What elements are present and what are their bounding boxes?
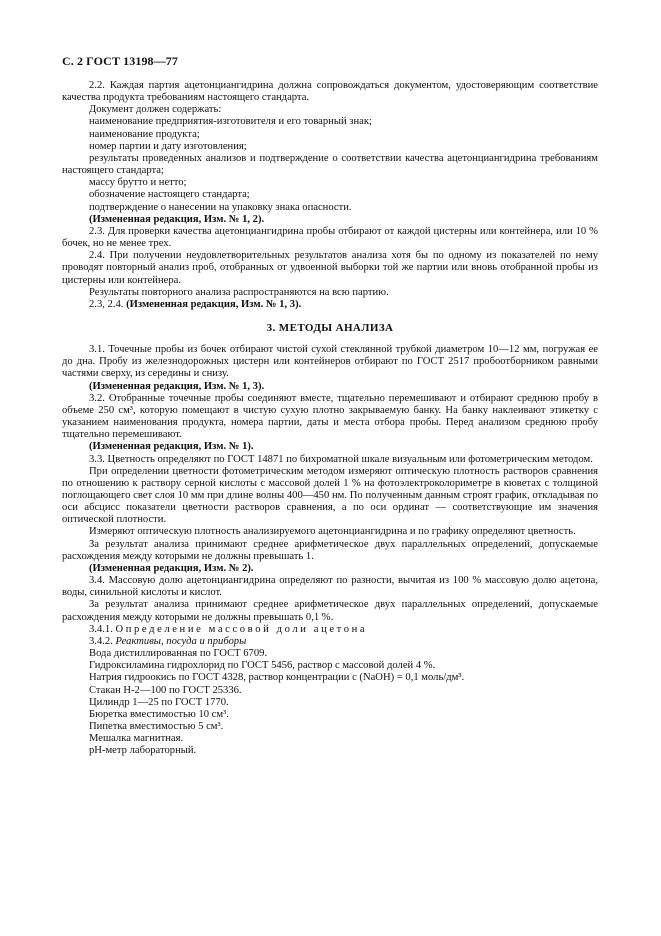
list-item: номер партии и дату изготовления; — [89, 140, 247, 152]
reagent-item: Вода дистиллированная по ГОСТ 6709. — [89, 648, 268, 660]
result-rule: За результат анализа принимают среднее арифметическое двух параллельных определений, допускаемые расхождения между которыми не должны превышать 0,1 %. — [62, 599, 598, 623]
section-heading: 3. МЕТОДЫ АНАЛИЗА — [266, 321, 394, 334]
equipment-item: Мешалка магнитная. — [89, 733, 184, 745]
reagent-item: Натрия гидроокись по ГОСТ 4328, раствор концентрации c (NaOH) = 0,1 моль/дм³. — [89, 672, 465, 684]
clause-ref: 3.4.2. — [89, 635, 113, 647]
equipment-item: pH-метр лабораторный. — [89, 745, 197, 757]
amendment-note — [62, 299, 598, 311]
repeat-analysis-note: Результаты повторного анализа распространяются на всю партию. — [89, 286, 389, 298]
amendment-note: (Измененная редакция, Изм. № 1, 3). — [89, 380, 265, 392]
clause-3-4-2 — [62, 636, 598, 648]
equipment-item: Пипетка вместимостью 5 см³. — [89, 720, 224, 732]
clause-3-2: 3.2. Отобранные точечные пробы соединяют вместе, тщательно перемешивают и отбирают среднюю пробу в объеме 250 см³, которую помещают в чистую сухую плотно закрываемую банку. На банку наклеивают этикетку с указанием наименования продукта, номера партии, даты и места отбора пробы. Перед анализом среднюю пробу тщательно перемешивают. — [62, 392, 598, 441]
list-item: массу брутто и нетто; — [89, 177, 187, 189]
document-body — [62, 80, 598, 757]
clause-2-4: 2.4. При получении неудовлетворительных результатов анализа хотя бы по одному из показателей по нему проводят повторный анализ проб, отобранных от удвоенной выборки той же партии или вновь отобранной пробы из цистерны или контейнера. — [62, 250, 598, 286]
result-rule: За результат анализа принимают среднее арифметическое двух параллельных определений, допускаемые расхождения между которыми не должны превышать 1. — [62, 538, 598, 562]
amendment-note: (Измененная редакция, Изм. № 2). — [89, 562, 254, 574]
subsection-title: Определение массовой доли ацетона — [115, 623, 368, 635]
equipment-item: Стакан Н-2—100 по ГОСТ 25336. — [89, 684, 242, 696]
equipment-item: Бюретка вместимостью 10 см³. — [89, 708, 229, 720]
amendment-note: (Измененная редакция, Изм. № 1, 2). — [89, 213, 265, 225]
reagent-item: Гидроксиламина гидрохлорид по ГОСТ 5456, раствор с массовой долей 4 %. — [89, 660, 436, 672]
color-measurement: Измеряют оптическую плотность анализируемого ацетонциангидрина и по графику определяют цветность. — [89, 526, 576, 538]
clause-3-3: 3.3. Цветность определяют по ГОСТ 14871 по бихроматной шкале визуальным или фотометрическим методом. — [89, 453, 593, 465]
equipment-item: Цилиндр 1—25 по ГОСТ 1770. — [89, 696, 229, 708]
amendment-text: (Измененная редакция, Изм. № 1, 3). — [126, 298, 302, 310]
list-item: наименование продукта; — [89, 128, 200, 140]
clause-3-1: 3.1. Точечные пробы из бочек отбирают чистой сухой стеклянной трубкой диаметром 10—12 мм, погружая ее до дна. Пробу из железнодорожных цистерн или контейнеров отбирают по ГОСТ 2517 пробоотборником равными частями сверху, из середины и снизу. — [62, 344, 598, 380]
list-item: подтверждение о нанесении на упаковку знака опасности. — [89, 201, 352, 213]
list-item: наименование предприятия-изготовителя и его товарный знак; — [89, 116, 372, 128]
clause-2-2: 2.2. Каждая партия ацетонциангидрина должна сопровождаться документом, удостоверяющим соответствие качества продукта требованиям настоящего стандарта. — [62, 80, 598, 104]
photometric-method: При определении цветности фотометрическим методом измеряют оптическую плотность растворов сравнения по отношению к раствору серной кислоты с массовой долей 1 % на фотоэлектроколориметре в кюветах с толщиной поглощающего свет слоя 10 мм при длине волны 400—450 нм. По полученным данным строят график, откладывая по оси абсцисс показатели цветности растворов сравнения, а по оси ординат — соответствующие им значения оптической плотности. — [62, 465, 598, 526]
clause-2-3: 2.3. Для проверки качества ацетонциангидрина пробы отбирают от каждой цистерны или контейнера, или 10 % бочек, но не менее трех. — [62, 225, 598, 250]
list-item: обозначение настоящего стандарта; — [89, 189, 250, 201]
subsection-title: Реактивы, посуда и приборы — [115, 635, 247, 647]
page-header: С. 2 ГОСТ 13198—77 — [62, 54, 178, 68]
clause-ref: 2.3, 2.4. — [89, 298, 124, 310]
list-item: результаты проведенных анализов и подтверждение о соответствии качества ацетонциангидрина требованиям настоящего стандарта; — [62, 152, 598, 177]
amendment-note: (Измененная редакция, Изм. № 1). — [89, 441, 254, 453]
clause-ref: 3.4.1. — [89, 623, 113, 635]
clause-3-4: 3.4. Массовую долю ацетонциангидрина определяют по разности, вычитая из 100 % массовую долю ацетона, воды, синильной кислоты и кислот. — [62, 575, 598, 599]
clause-3-4-1 — [62, 624, 598, 636]
document-contents-intro: Документ должен содержать: — [89, 104, 222, 116]
